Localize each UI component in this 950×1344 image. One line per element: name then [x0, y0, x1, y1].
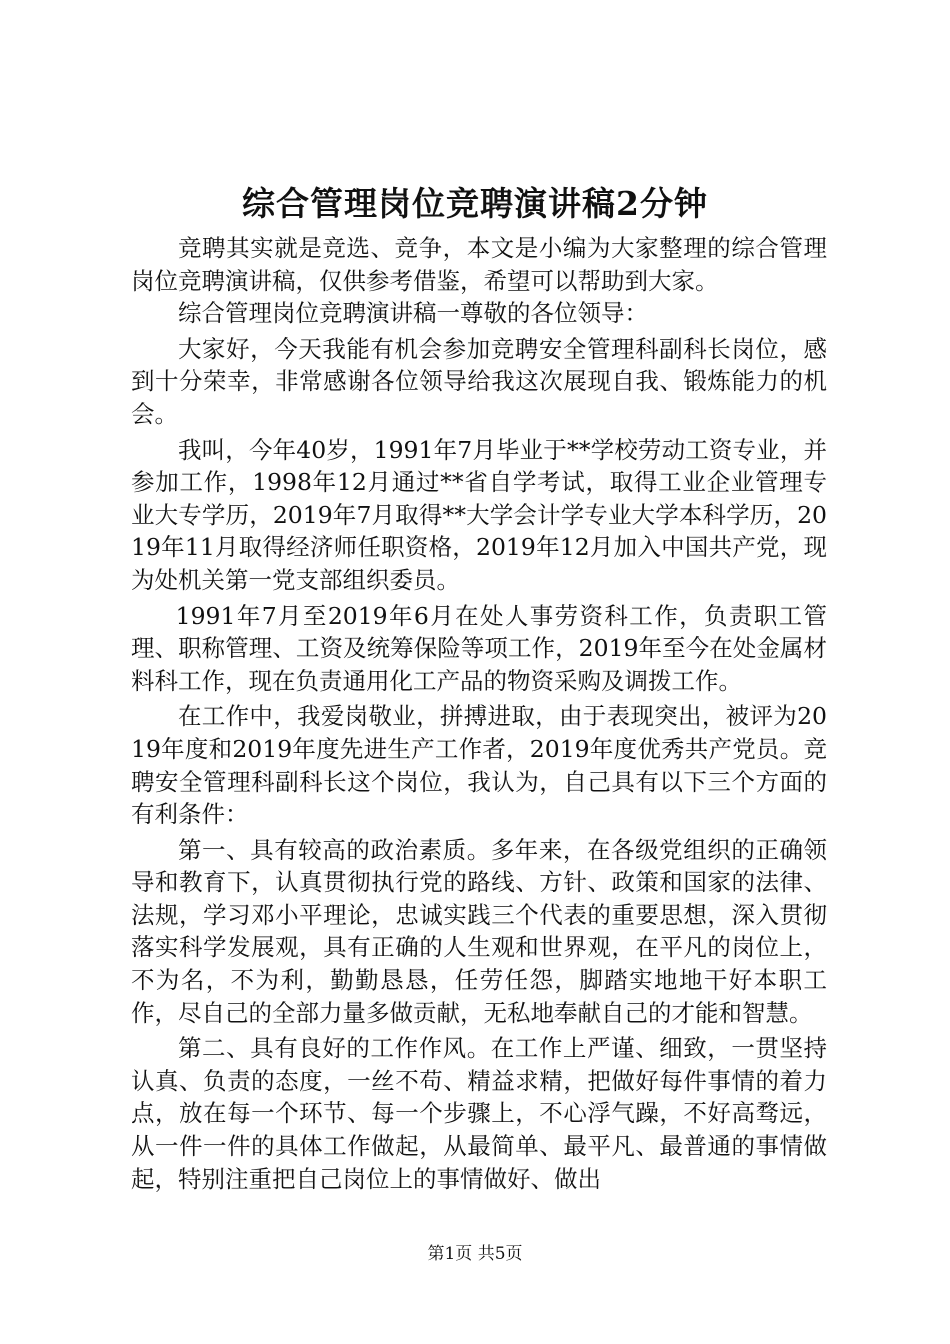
paragraph-work-style: 第二、具有良好的工作作风。在工作上严谨、细致，一贯坚持认真、负责的态度，一丝不苟、精益求精，把做好每件事情的着力点，放在每一个环节、每一个步骤上，不心浮气躁，不好高骛远，从一件一件的具体工作做起，从最简单、最平凡、最普通的事情做起，特别注重把自己岗位上的事情做好、做出: [131, 1034, 827, 1193]
paragraph-work-history: 1991年7月至2019年6月在处人事劳资科工作，负责职工管理、职称管理、工资及统筹保险等项工作，2019年至今在处金属材料科工作，现在负责通用化工产品的物资采购及调拨工作。: [131, 601, 827, 695]
document-body: [131, 232, 827, 1195]
paragraph-self-introduction: 我叫，今年40岁，1991年7月毕业于**学校劳动工资专业，并参加工作，1998年12月通过**省自学考试，取得工业企业管理专业大专学历，2019年7月取得**大学会计学专业大学本科学历，2019年11月取得经济师任职资格，2019年12月加入中国共产党，现为处机关第一党支部组织委员。: [131, 435, 827, 594]
paragraph-intro: 竞聘其实就是竞选、竞争，本文是小编为大家整理的综合管理岗位竞聘演讲稿，仅供参考借鉴，希望可以帮助到大家。: [131, 234, 827, 295]
paragraph-greeting: 大家好，今天我能有机会参加竞聘安全管理科副科长岗位，感到十分荣幸，非常感谢各位领导给我这次展现自我、锻炼能力的机会。: [131, 334, 827, 428]
paragraph-salutation: 综合管理岗位竞聘演讲稿一尊敬的各位领导：: [178, 299, 648, 328]
paragraph-political-quality: 第一、具有较高的政治素质。多年来，在各级党组织的正确领导和教育下，认真贯彻执行党的路线、方针、政策和国家的法律、法规，学习邓小平理论，忠诚实践三个代表的重要思想，深入贯彻落实科学发展观，具有正确的人生观和世界观，在平凡的岗位上，不为名，不为利，勤勤恳恳，任劳任怨，脚踏实地地干好本职工作，尽自己的全部力量多做贡献，无私地奉献自己的才能和智慧。: [131, 835, 827, 1027]
paragraph-achievements: 在工作中，我爱岗敬业，拼搏进取，由于表现突出，被评为2019年度和2019年度先进生产工作者，2019年度优秀共产党员。竞聘安全管理科副科长这个岗位，我认为，自己具有以下三个方面的有利条件：: [131, 702, 827, 829]
document-title: 综合管理岗位竞聘演讲稿2分钟: [242, 184, 708, 223]
page-footer: 第1页 共5页: [427, 1244, 523, 1264]
